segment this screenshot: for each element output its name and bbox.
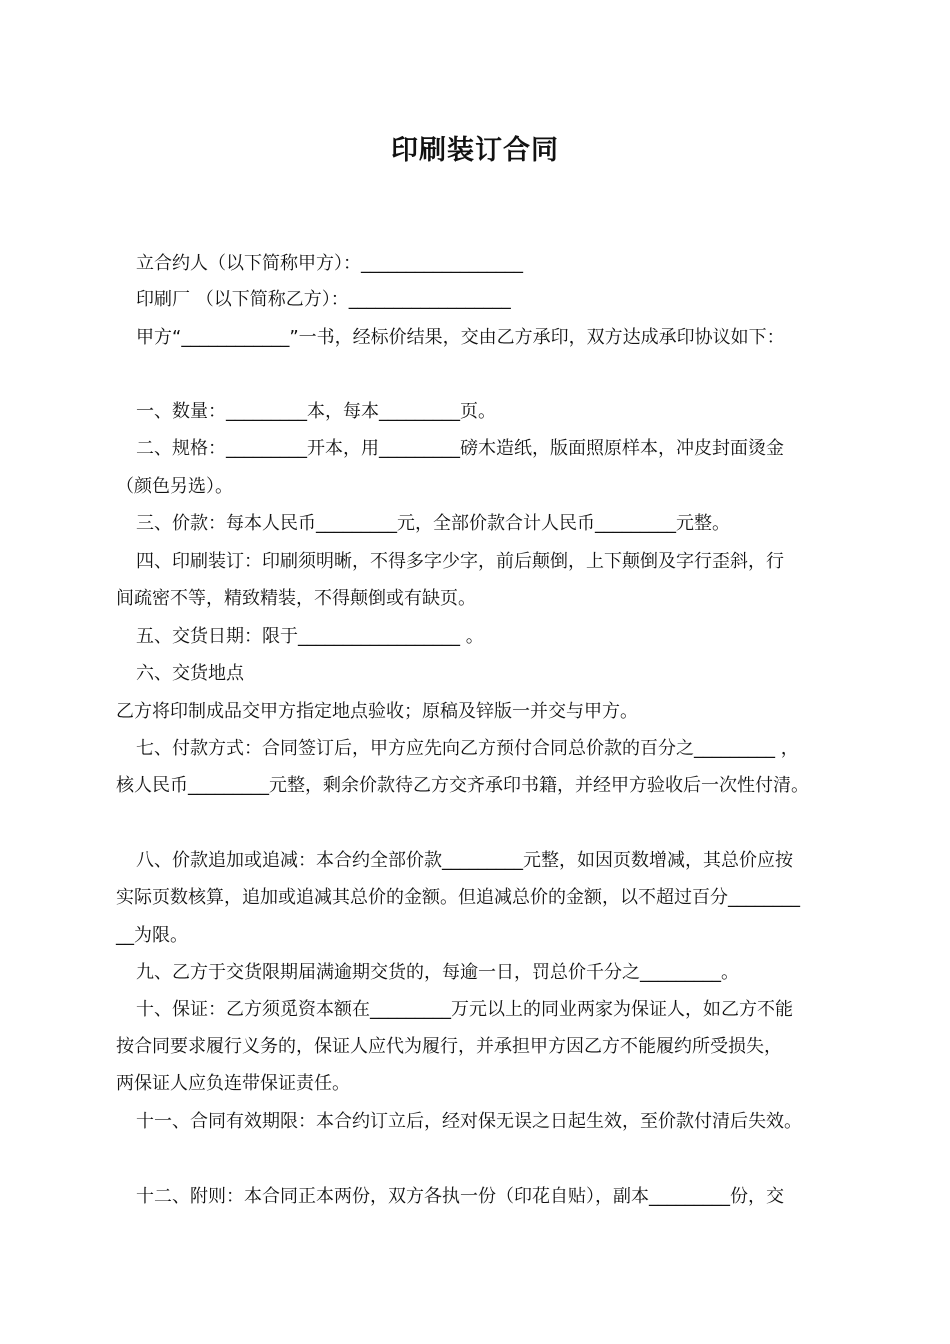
clause-guarantee-cont: 按合同要求履行义务的，保证人应代为履行，并承担甲方因乙方不能履约所受损失，: [116, 1036, 782, 1057]
clause-delivery-date: 五、交货日期：限于__________________ 。: [136, 626, 484, 647]
clause-misc: 十二、附则：本合同正本两份，双方各执一份（印花自贴），副本_________份，交: [136, 1186, 784, 1207]
intro-line: 甲方“____________”一书，经标价结果，交由乙方承印，双方达成承印协议如下：: [136, 327, 785, 348]
clause-quantity: 一、数量：_________本，每本_________页。: [136, 401, 496, 422]
clause-printing: 四、印刷装订：印刷须明晰，不得多字少字，前后颠倒，上下颠倒及字行歪斜，行: [136, 551, 784, 572]
clause-adjustment-cont: 实际页数核算，追加或追减其总价的金额。但追减总价的金额，以不超过百分________: [116, 887, 800, 908]
clause-adjustment: 八、价款追加或追减：本合约全部价款_________元整，如因页数增减，其总价应按: [136, 850, 793, 871]
clause-guarantee: 十、保证：乙方须觅资本额在_________万元以上的同业两家为保证人，如乙方不能: [136, 999, 793, 1020]
party-a-line: 立合约人（以下简称甲方）：__________________: [136, 253, 523, 274]
clause-payment-cont: 核人民币_________元整，剩余价款待乙方交齐承印书籍，并经甲方验收后一次性付清。: [116, 775, 809, 796]
clause-delivery-place: 六、交货地点: [136, 663, 244, 684]
document-title: 印刷装订合同: [391, 135, 559, 166]
party-b-line: 印刷厂 （以下简称乙方）：__________________: [136, 289, 511, 310]
clause-penalty: 九、乙方于交货限期届满逾期交货的，每逾一日，罚总价千分之_________。: [136, 962, 739, 983]
clause-price: 三、价款：每本人民币_________元，全部价款合计人民币_________元整。: [136, 513, 730, 534]
clause-delivery-place-cont: 乙方将印制成品交甲方指定地点验收；原稿及锌版一并交与甲方。: [116, 701, 638, 722]
clause-adjustment-cont-2: __为限。: [116, 925, 188, 946]
clause-spec-cont: （颜色另选）。: [116, 476, 233, 497]
clause-validity: 十一、合同有效期限：本合约订立后，经对保无误之日起生效，至价款付清后失效。: [136, 1111, 802, 1132]
clause-spec: 二、规格：_________开本，用_________磅木造纸，版面照原样本，冲皮封面烫金: [136, 438, 784, 459]
clause-guarantee-cont-2: 两保证人应负连带保证责任。: [116, 1073, 350, 1094]
clause-printing-cont: 间疏密不等，精致精装，不得颠倒或有缺页。: [116, 588, 476, 609]
clause-payment: 七、付款方式：合同签订后，甲方应先向乙方预付合同总价款的百分之_________ ，: [136, 738, 799, 759]
